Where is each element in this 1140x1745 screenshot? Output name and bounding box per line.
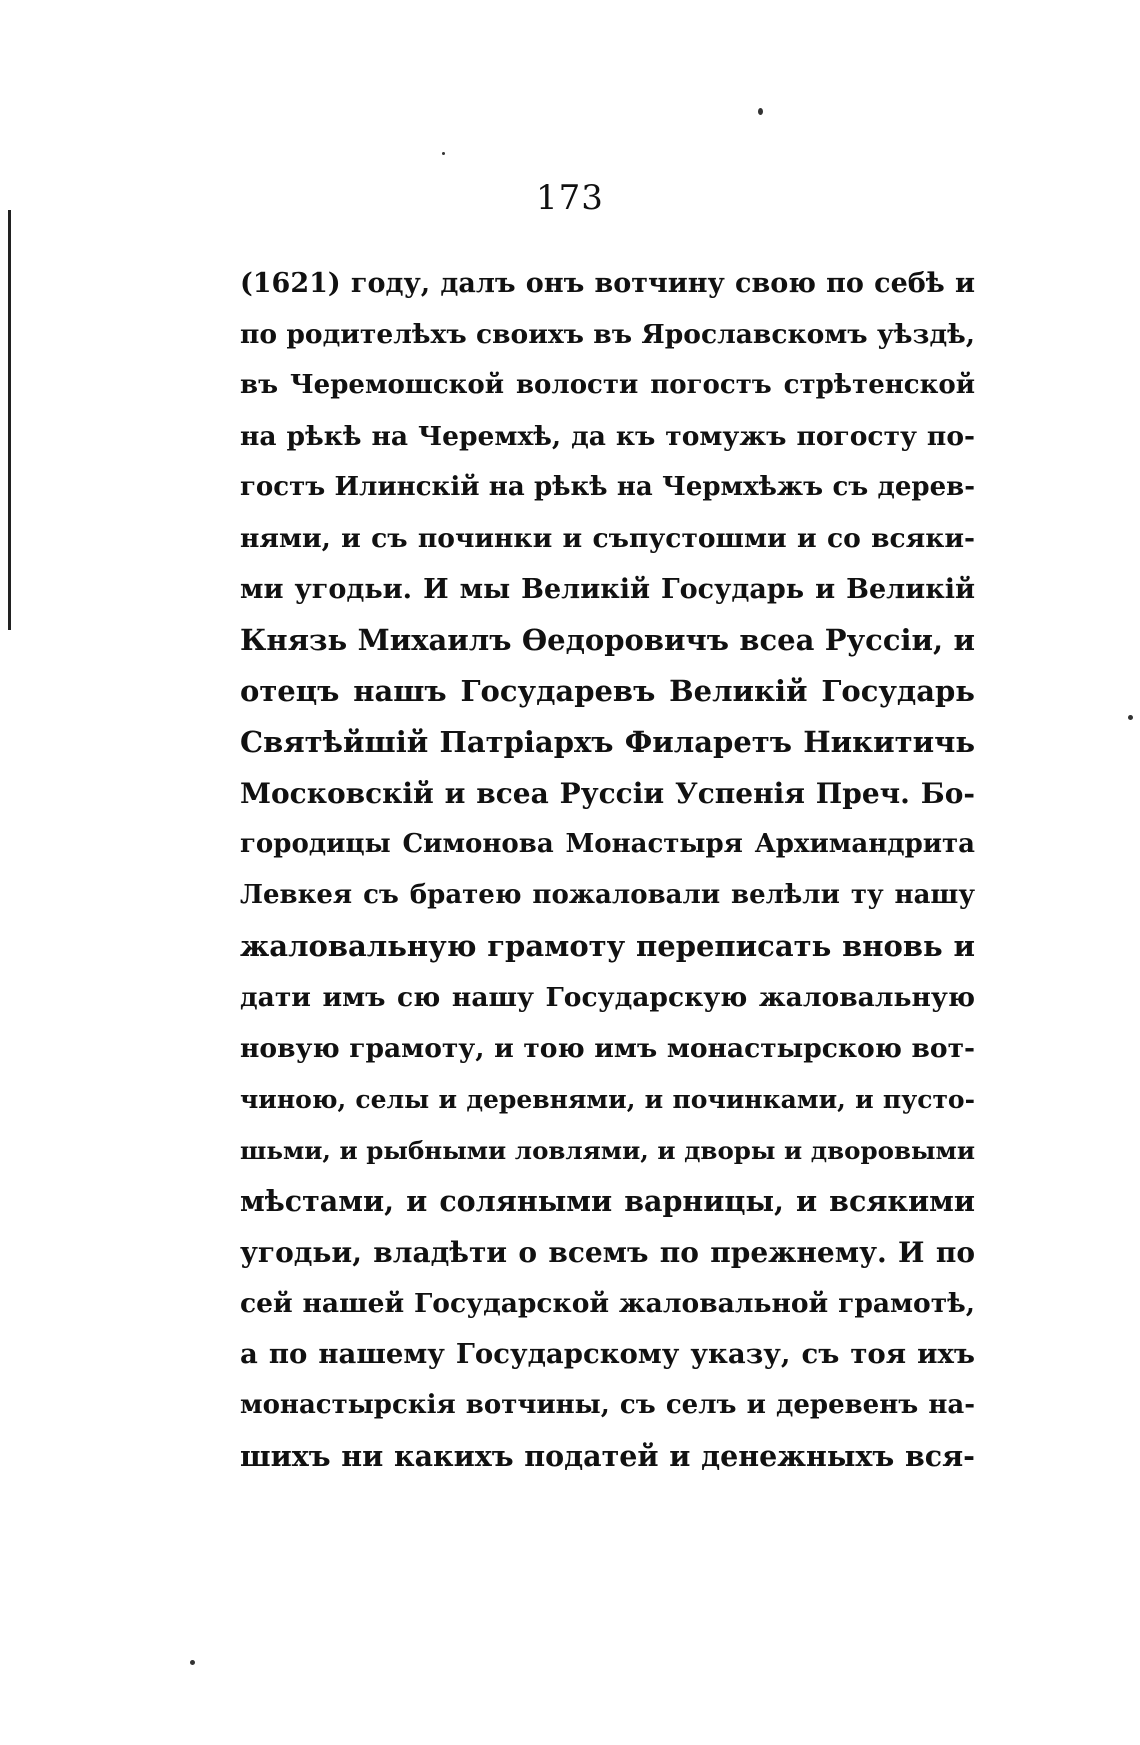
- text-line: по родителѣхъ своихъ въ Ярославскомъ уѣздѣ,: [240, 319, 975, 350]
- scan-speck: [1128, 715, 1133, 720]
- text-line: нями, и съ починки и съпустошми и со всяки-: [240, 523, 975, 554]
- text-line: монастырскія вотчины, съ селъ и деревенъ на-: [240, 1390, 975, 1420]
- text-line: шихъ ни какихъ податей и денежныхъ вся-: [240, 1439, 975, 1473]
- scan-edge-line: [8, 210, 11, 630]
- text-line: мѣстами, и соляными варницы, и всякими: [240, 1184, 975, 1218]
- text-line: отецъ нашъ Государевъ Великій Государь: [240, 674, 975, 708]
- text-line: Левкея съ братею пожаловали велѣли ту нашу: [240, 880, 975, 910]
- text-line: Князь Михаилъ Ѳедоровичъ всеа Руссіи, и: [240, 623, 975, 657]
- text-line: городицы Симонова Монастыря Архимандрита: [240, 829, 975, 859]
- text-line: жаловальную грамоту переписать вновь и: [240, 929, 975, 963]
- text-line: чиною, селы и деревнями, и починками, и пусто-: [240, 1085, 975, 1114]
- text-line: угодьи, владѣти о всемъ по прежнему. И по: [240, 1236, 975, 1269]
- text-line: (1621) году, далъ онъ вотчину свою по себѣ и: [240, 268, 975, 299]
- body-text: [240, 258, 975, 1482]
- text-line: на рѣкѣ на Черемхѣ, да къ томужъ погосту по-: [240, 421, 975, 452]
- scan-speck: [758, 108, 763, 115]
- scan-speck: [190, 1660, 195, 1665]
- text-line: въ Черемошской волости погостъ стрѣтенской: [240, 370, 975, 400]
- page-number: 173: [536, 178, 604, 218]
- text-line: Московскій и всеа Руссіи Успенія Преч. Бо-: [240, 777, 975, 810]
- text-line: дати имъ сю нашу Государскую жаловальную: [240, 982, 975, 1013]
- text-line: гостъ Илинскій на рѣкѣ на Чермхѣжъ съ дерев-: [240, 472, 975, 502]
- scan-speck: [442, 152, 445, 155]
- text-line: шьми, и рыбными ловлями, и дворы и дворовыми: [240, 1136, 975, 1165]
- text-line: Святѣйшій Патріархъ Филаретъ Никитичь: [240, 725, 975, 759]
- text-line: сей нашей Государской жаловальной грамотѣ,: [240, 1288, 975, 1319]
- text-line: ми угодьи. И мы Великій Государь и Великій: [240, 574, 975, 605]
- text-line: а по нашему Государскому указу, съ тоя ихъ: [240, 1338, 975, 1370]
- text-line: новую грамоту, и тою имъ монастырскою вот-: [240, 1033, 975, 1064]
